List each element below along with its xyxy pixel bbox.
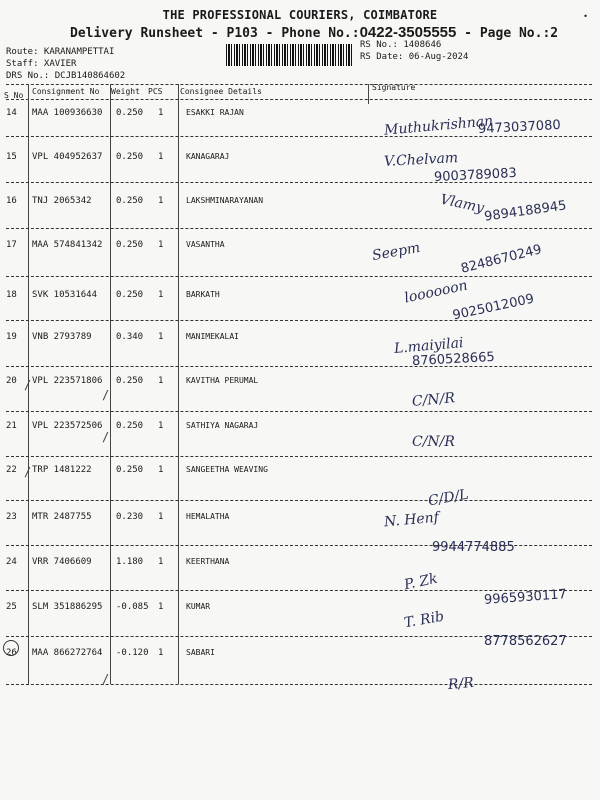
col-header-details: Consignee Details <box>180 87 262 96</box>
serial-number: 19 <box>6 332 17 342</box>
pieces-count: 1 <box>158 152 164 162</box>
serial-number: 22 <box>6 465 17 475</box>
row-divider <box>6 684 592 685</box>
handwritten-phone: 9894188945 <box>483 198 568 225</box>
rs-number: RS No.: 1408646 <box>360 40 442 50</box>
consignment-number: VRR 7406609 <box>32 557 92 567</box>
tick-mark: / <box>24 378 32 392</box>
serial-number: 15 <box>6 152 17 162</box>
consignment-number: VNB 2793789 <box>32 332 92 342</box>
serial-number: 25 <box>6 602 17 612</box>
consignment-number: VPL 404952637 <box>32 152 103 162</box>
rs-date: RS Date: 06-Aug-2024 <box>360 52 469 62</box>
pieces-count: 1 <box>158 332 164 342</box>
document-subtitle <box>70 24 558 41</box>
table-row <box>0 465 600 505</box>
weight-value: 0.250 <box>116 108 144 118</box>
handwritten-signature: Vlamy <box>438 191 486 217</box>
consignment-number: MAA 100936630 <box>32 108 103 118</box>
corner-mark: • <box>583 12 588 21</box>
consignment-number: TNJ 2065342 <box>32 196 92 206</box>
weight-value: 0.250 <box>116 465 144 475</box>
handwritten-phone: 8248670249 <box>459 242 544 277</box>
handwritten-signature: C/N/R <box>411 390 456 410</box>
consignee-name: LAKSHMINARAYANAN <box>186 196 264 205</box>
weight-value: 0.250 <box>116 290 144 300</box>
consignee-name: ESAKKI RAJAN <box>186 108 244 117</box>
handwritten-signature: Seepm <box>370 239 422 265</box>
weight-value: 0.250 <box>116 240 144 250</box>
serial-number: 26 <box>6 648 17 658</box>
consignment-number: MAA 866272764 <box>32 648 103 658</box>
tick-mark: / <box>102 388 110 402</box>
pieces-count: 1 <box>158 512 164 522</box>
consignment-number: VPL 223572506 <box>32 421 103 431</box>
weight-value: 0.250 <box>116 152 144 162</box>
table-row <box>0 648 600 688</box>
handwritten-phone: 8778562627 <box>484 634 567 649</box>
header-bottom-line <box>6 99 592 100</box>
pieces-count: 1 <box>158 465 164 475</box>
tick-mark: / <box>102 430 110 444</box>
circled-mark <box>3 640 19 656</box>
handwritten-phone: 8760528665 <box>411 349 496 370</box>
weight-value: 0.250 <box>116 421 144 431</box>
handwritten-phone: 9003789083 <box>433 165 518 186</box>
header-top-line <box>6 84 592 85</box>
pieces-count: 1 <box>158 376 164 386</box>
row-divider <box>6 411 592 412</box>
table-row <box>0 421 600 461</box>
serial-number: 14 <box>6 108 17 118</box>
handwritten-signature: L.maiyilai <box>393 334 465 358</box>
handwritten-signature: N. Henf <box>383 509 440 531</box>
consignee-name: SABARI <box>186 648 215 657</box>
barcode <box>226 44 354 66</box>
pieces-count: 1 <box>158 421 164 431</box>
consignee-name: SATHIYA NAGARAJ <box>186 421 259 430</box>
handwritten-phone: 9025012009 <box>451 291 536 324</box>
pieces-count: 1 <box>158 602 164 612</box>
consignment-number: SVK 10531644 <box>32 290 98 300</box>
serial-number: 20 <box>6 376 17 386</box>
drs-number: DRS No.: DCJB140864602 <box>6 71 126 81</box>
table-row <box>0 376 600 416</box>
row-divider <box>6 136 592 137</box>
col-header-consignment: Consignment No <box>32 87 100 96</box>
consignment-number: MTR 2487755 <box>32 512 92 522</box>
row-divider <box>6 500 592 501</box>
serial-number: 24 <box>6 557 17 567</box>
row-divider <box>6 456 592 457</box>
consignee-name: KEERTHANA <box>186 557 230 566</box>
weight-value: 0.230 <box>116 512 144 522</box>
consignee-name: VASANTHA <box>186 240 225 249</box>
consignee-name: SANGEETHA WEAVING <box>186 465 268 474</box>
pieces-count: 1 <box>158 648 164 658</box>
consignee-name: KUMAR <box>186 602 211 611</box>
consignee-name: MANIMEKALAI <box>186 332 239 341</box>
handwritten-signature: V.Chelvam <box>383 150 459 170</box>
col-header-weight: Weight <box>111 87 140 96</box>
serial-number: 16 <box>6 196 17 206</box>
handwritten-signature: Muthukrishnan <box>383 113 494 139</box>
col-divider <box>368 84 369 104</box>
consignee-name: KAVITHA PERUMAL <box>186 376 259 385</box>
serial-number: 23 <box>6 512 17 522</box>
weight-value: -0.085 <box>116 602 149 612</box>
col-header-signature: Signature <box>372 83 416 92</box>
staff-label: Staff: XAVIER <box>6 59 77 69</box>
serial-number: 17 <box>6 240 17 250</box>
serial-number: 18 <box>6 290 17 300</box>
document-title: THE PROFESSIONAL COURIERS, COIMBATORE <box>162 8 438 22</box>
handwritten-phone: 9965930117 <box>483 587 568 608</box>
tick-mark: / <box>24 465 32 479</box>
row-divider <box>6 182 592 183</box>
serial-number: 21 <box>6 421 17 431</box>
consignment-number: TRP 1481222 <box>32 465 92 475</box>
pieces-count: 1 <box>158 196 164 206</box>
route-label: Route: KARANAMPETTAI <box>6 47 115 57</box>
subtitle-prefix: Delivery Runsheet - P103 - Phone No.: <box>70 26 360 41</box>
pieces-count: 1 <box>158 108 164 118</box>
row-divider <box>6 228 592 229</box>
row-divider <box>6 276 592 277</box>
consignment-number: SLM 351886295 <box>32 602 103 612</box>
handwritten-signature: P. Zk <box>402 570 439 594</box>
handwritten-signature: C/D/L <box>426 486 470 510</box>
weight-value: 1.180 <box>116 557 144 567</box>
row-divider <box>6 320 592 321</box>
handwritten-signature: T. Rib <box>402 608 446 632</box>
col-header-pcs: PCS <box>148 87 163 96</box>
handwritten-signature: C/N/R <box>412 434 455 450</box>
weight-value: 0.250 <box>116 196 144 206</box>
row-divider <box>6 366 592 367</box>
weight-value: 0.250 <box>116 376 144 386</box>
handwritten-signature: R/R <box>447 674 475 694</box>
weight-value: 0.340 <box>116 332 144 342</box>
pieces-count: 1 <box>158 290 164 300</box>
phone-number: 0422-3505555 <box>359 24 457 41</box>
pieces-count: 1 <box>158 557 164 567</box>
tick-mark: / <box>102 672 110 686</box>
col-header-sno: S No <box>4 91 24 100</box>
handwritten-phone: 9473037080 <box>477 117 562 138</box>
pieces-count: 1 <box>158 240 164 250</box>
handwritten-phone: 9944774885 <box>432 540 515 555</box>
handwritten-signature: loooooon <box>403 277 470 307</box>
weight-value: -0.120 <box>116 648 149 658</box>
consignee-name: BARKATH <box>186 290 220 299</box>
consignment-number: MAA 574841342 <box>32 240 103 250</box>
consignment-number: VPL 223571806 <box>32 376 103 386</box>
page-number: - Page No.:2 <box>456 26 559 41</box>
consignee-name: KANAGARAJ <box>186 152 230 161</box>
consignee-name: HEMALATHA <box>186 512 230 521</box>
